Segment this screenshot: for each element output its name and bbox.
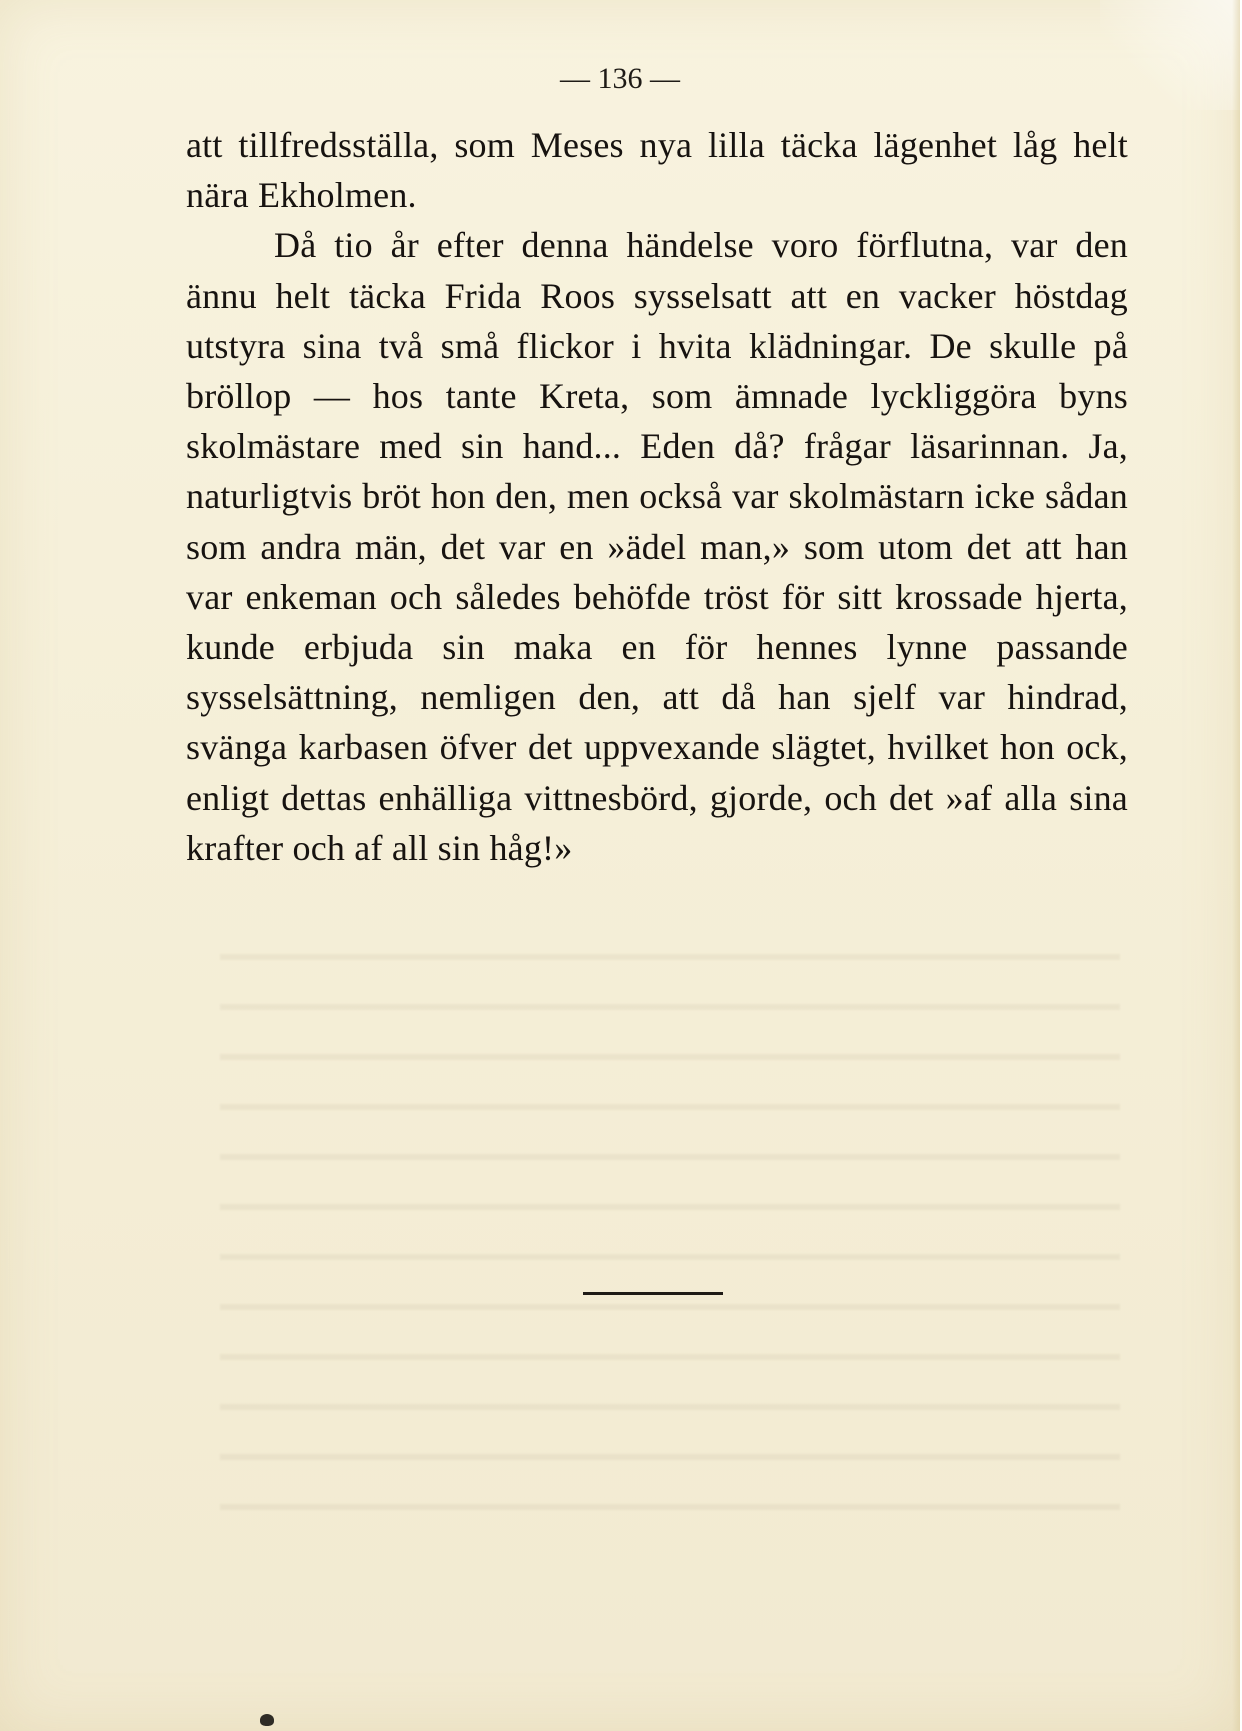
paragraph-1: att tillfredsställa, som Meses nya lilla täcka lägenhet låg helt nära Ekholmen.: [186, 125, 1128, 216]
paragraph-2: Då tio år efter denna händelse voro förflutna, var den ännu helt täcka Frida Roos sysselsatt att en vacker höstdag utstyra sina två små flickor i hvita klädningar. De skulle på bröllop — hos tante Kreta, som ämnade lyckliggöra byns skolmästare med sin hand... Eden då? frågar läsarinnan. Ja, naturligtvis bröt hon den, men också var skolmästarn icke sådan som andra män, det var en »ädel man,» som utom det att han var enkeman och således behöfde tröst för sitt krossade hjerta, kunde erbjuda sin maka en för hennes lynne passande sysselsättning, nemligen den, att då han sjelf var hindrad, svänga karbasen öfver det uppvexande slägtet, hvilket hon ock, enligt dettas enhälliga vittnesbörd, gjorde, och det »af alla sina krafter och af all sin håg!»: [186, 225, 1128, 868]
page-number: — 136 —: [560, 62, 680, 95]
ink-speck: [260, 1714, 274, 1726]
section-separator-rule: [583, 1292, 723, 1295]
body-text: [186, 120, 1128, 873]
show-through-text: [220, 950, 1120, 1510]
